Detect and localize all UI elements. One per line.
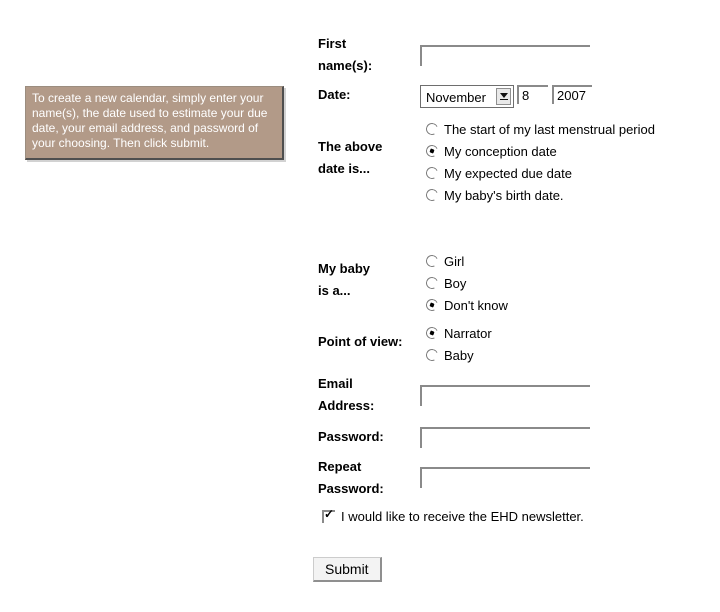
chevron-underbar-icon [500,99,508,100]
password-label: Password: [318,429,384,444]
radio-option-dont-know[interactable] [426,297,508,313]
radio-label: My expected due date [444,165,572,181]
select-arrow-button[interactable] [496,88,511,105]
radio-option-birth-date[interactable] [426,187,564,203]
radio-button[interactable] [424,325,439,340]
radio-option-lmp[interactable] [426,121,655,137]
newsletter-checkbox[interactable] [322,506,335,523]
radio-button[interactable] [424,297,439,312]
radio-label: Baby [444,347,474,363]
point-of-view-label: Point of view: [318,334,403,349]
year-input[interactable] [552,85,592,104]
date-label: Date: [318,87,351,102]
radio-option-baby[interactable] [426,347,474,363]
radio-label: Girl [444,253,465,269]
radio-button[interactable] [424,347,439,362]
radio-label: Don't know [444,297,508,313]
radio-label: Narrator [444,325,492,341]
radio-label: My conception date [444,143,557,159]
radio-label: My baby's birth date. [444,187,564,203]
email-label: Email Address: [318,376,375,413]
radio-button[interactable] [424,253,439,268]
radio-dot [429,148,434,153]
radio-option-conception[interactable] [426,143,557,159]
newsletter-label: I would like to receive the EHD newsletter. [341,508,584,524]
first-name-label: First name(s): [318,36,373,73]
radio-button[interactable] [424,275,439,290]
month-select[interactable] [420,85,514,108]
date-type-label: The above date is... [318,139,383,176]
email-input[interactable] [420,385,590,406]
radio-dot [429,302,434,307]
month-select-value: November [426,90,486,105]
first-name-input[interactable] [420,45,590,66]
radio-option-due-date[interactable] [426,165,572,181]
instructions-box [25,86,284,160]
radio-option-girl[interactable] [426,253,464,269]
repeat-password-label: Repeat Password: [318,459,384,496]
repeat-password-input[interactable] [420,467,590,488]
radio-label: Boy [444,275,467,291]
radio-option-boy[interactable] [426,275,466,291]
radio-button[interactable] [424,165,439,180]
radio-button[interactable] [424,121,439,136]
newsletter-option[interactable] [322,508,584,524]
radio-button[interactable] [424,143,439,158]
chevron-down-icon [500,93,508,98]
baby-sex-label: My baby is a... [318,261,371,298]
radio-label: The start of my last menstrual period [444,121,655,137]
radio-button[interactable] [424,187,439,202]
instructions-text: To create a new calendar, simply enter your name(s), the date used to estimate your due date, your email address, and password of your choosing. Then click submit. [32,91,268,150]
day-input[interactable] [517,85,548,104]
radio-option-narrator[interactable] [426,325,492,341]
password-input[interactable] [420,427,590,448]
submit-button[interactable]: Submit [313,557,382,582]
check-icon: ✓ [324,506,335,521]
radio-dot [429,330,434,335]
